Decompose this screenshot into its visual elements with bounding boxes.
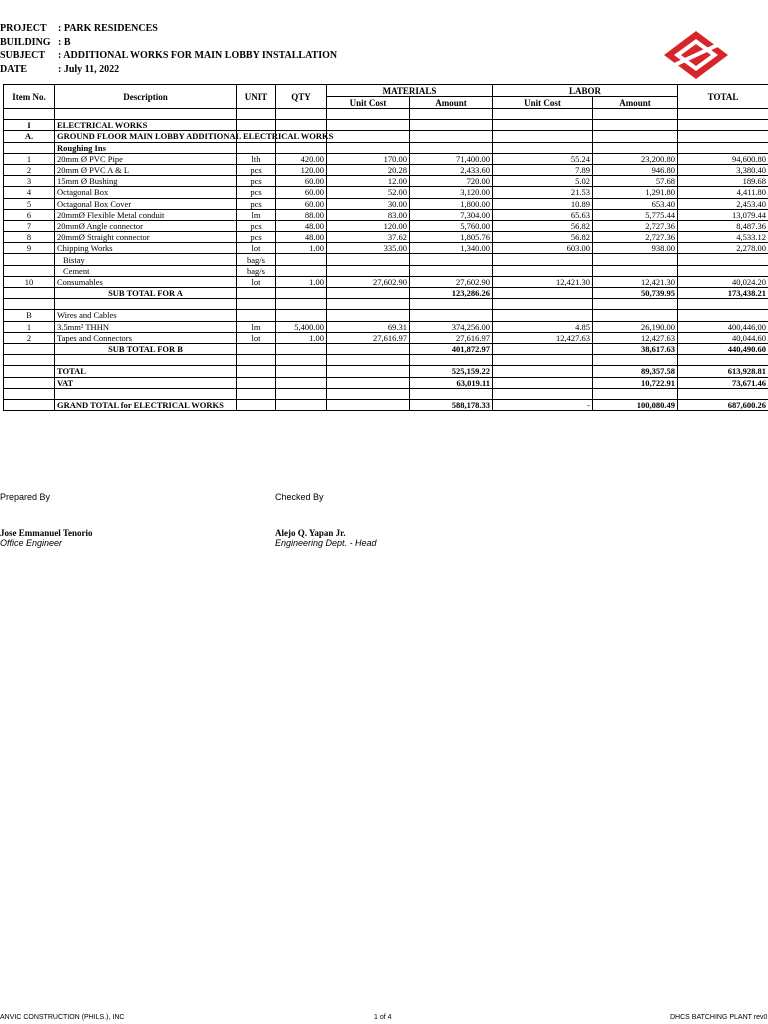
- item-description: Chipping Works: [55, 243, 237, 254]
- item-materials-unit-cost: 170.00: [327, 153, 410, 164]
- item-unit: lot: [237, 276, 276, 287]
- subtotal-a-labor: 50,739.95: [593, 288, 678, 299]
- item-description: Consumables: [55, 276, 237, 287]
- subsection-row: [4, 310, 768, 321]
- item-qty: 1.00: [276, 332, 327, 343]
- col-labor: LABOR: [493, 85, 678, 97]
- vat-label: VAT: [55, 377, 237, 388]
- total-total: 613,928.81: [678, 366, 768, 377]
- item-no: 1: [4, 321, 55, 332]
- subtotal-b-materials: 401,872.97: [410, 343, 493, 354]
- item-unit: lm: [237, 209, 276, 220]
- item-materials-amount: 720.00: [410, 176, 493, 187]
- checked-by-name: Alejo Q. Yapan Jr.: [275, 528, 346, 538]
- item-unit: pcs: [237, 164, 276, 175]
- prepared-by-label: Prepared By: [0, 492, 51, 502]
- item-no: 9: [4, 243, 55, 254]
- item-labor-unit-cost: 21.53: [493, 187, 593, 198]
- item-labor-amount: [593, 265, 678, 276]
- item-materials-amount: 5,760.00: [410, 220, 493, 231]
- item-description: Octagonal Box Cover: [55, 198, 237, 209]
- item-labor-unit-cost: 5.02: [493, 176, 593, 187]
- col-total: TOTAL: [678, 85, 768, 109]
- table-row: [4, 254, 768, 265]
- col-labor-amount: Amount: [593, 97, 678, 109]
- total-labor: 89,357.58: [593, 366, 678, 377]
- project-label: PROJECT: [0, 23, 47, 34]
- building-label: BUILDING: [0, 36, 51, 48]
- item-total: 13,079.44: [678, 209, 768, 220]
- item-materials-unit-cost: [327, 265, 410, 276]
- item-total: 400,446.00: [678, 321, 768, 332]
- item-unit: lth: [237, 153, 276, 164]
- col-labor-unit-cost: Unit Cost: [493, 97, 593, 109]
- item-labor-amount: 653.40: [593, 198, 678, 209]
- table-row: [4, 321, 768, 332]
- table-row: [4, 153, 768, 164]
- subsection-title: GROUND FLOOR MAIN LOBBY ADDITIONAL ELECTRICAL WORKS: [55, 131, 237, 142]
- item-materials-amount: 71,400.00: [410, 153, 493, 164]
- item-qty: [276, 265, 327, 276]
- item-materials-amount: 27,616.97: [410, 332, 493, 343]
- item-labor-amount: 1,291.80: [593, 187, 678, 198]
- item-materials-unit-cost: 12.00: [327, 176, 410, 187]
- item-qty: 60.00: [276, 187, 327, 198]
- table-row: [4, 176, 768, 187]
- item-labor-unit-cost: [493, 265, 593, 276]
- vat-labor: 10,722.91: [593, 377, 678, 388]
- item-description: 20mmØ Straight connector: [55, 232, 237, 243]
- col-qty: QTY: [276, 85, 327, 109]
- subtotal-a-materials: 123,286.26: [410, 288, 493, 299]
- item-description: 20mmØ Angle connector: [55, 220, 237, 231]
- grand-total-total: 687,600.26: [678, 399, 768, 410]
- item-total: 189.68: [678, 176, 768, 187]
- grand-total-label: GRAND TOTAL for ELECTRICAL WORKS: [55, 399, 237, 410]
- item-no: 10: [4, 276, 55, 287]
- item-qty: 120.00: [276, 164, 327, 175]
- table-row: [4, 198, 768, 209]
- item-materials-amount: 3,120.00: [410, 187, 493, 198]
- item-no: [4, 265, 55, 276]
- item-description: 20mmØ Flexible Metal conduit: [55, 209, 237, 220]
- item-no: [4, 254, 55, 265]
- footer-document-ref: DHCS BATCHING PLANT rev0: [670, 1014, 768, 1021]
- item-labor-amount: 2,727.36: [593, 232, 678, 243]
- table-row: [4, 209, 768, 220]
- col-description: Description: [55, 85, 237, 109]
- subject-label: SUBJECT: [0, 50, 46, 61]
- subtotal-a-row: [4, 288, 768, 299]
- item-materials-amount: 374,256.00: [410, 321, 493, 332]
- item-qty: 420.00: [276, 153, 327, 164]
- item-labor-amount: 5,775.44: [593, 209, 678, 220]
- item-qty: 60.00: [276, 176, 327, 187]
- subtotal-b-row: [4, 343, 768, 354]
- item-no: 4: [4, 187, 55, 198]
- item-total: 94,600.80: [678, 153, 768, 164]
- subtotal-b-total: 440,490.60: [678, 343, 768, 354]
- subsection-title: Wires and Cables: [55, 310, 237, 321]
- item-materials-unit-cost: 83.00: [327, 209, 410, 220]
- item-labor-amount: 2,727.36: [593, 220, 678, 231]
- date-value: : July 11, 2022: [58, 63, 120, 75]
- table-row: [4, 243, 768, 254]
- item-labor-unit-cost: 603.00: [493, 243, 593, 254]
- item-materials-unit-cost: 335.00: [327, 243, 410, 254]
- item-labor-amount: 57.68: [593, 176, 678, 187]
- item-qty: 5,400.00: [276, 321, 327, 332]
- item-total: 4,533.12: [678, 232, 768, 243]
- subtotal-b-labor: 38,617.63: [593, 343, 678, 354]
- table-row: [4, 232, 768, 243]
- item-labor-amount: 26,190.00: [593, 321, 678, 332]
- table-row: [4, 332, 768, 343]
- item-description: Bistay: [55, 254, 237, 265]
- item-qty: 48.00: [276, 220, 327, 231]
- subject-value: : ADDITIONAL WORKS FOR MAIN LOBBY INSTALLATION: [58, 50, 338, 61]
- section-title: ELECTRICAL WORKS: [55, 120, 237, 131]
- total-materials: 525,159.22: [410, 366, 493, 377]
- table-row: [4, 220, 768, 231]
- item-labor-amount: 12,421.30: [593, 276, 678, 287]
- blank-row: [4, 299, 768, 310]
- item-total: [678, 254, 768, 265]
- item-materials-unit-cost: 69.31: [327, 321, 410, 332]
- item-materials-amount: [410, 265, 493, 276]
- item-total: [678, 265, 768, 276]
- item-no: 1: [4, 153, 55, 164]
- item-total: 40,024.20: [678, 276, 768, 287]
- item-no: 2: [4, 332, 55, 343]
- checked-by-title: Engineering Dept. - Head: [275, 538, 377, 548]
- item-labor-unit-cost: 7.89: [493, 164, 593, 175]
- item-no: 2: [4, 164, 55, 175]
- blank-row: [4, 355, 768, 366]
- item-qty: 1.00: [276, 243, 327, 254]
- subsection-row: [4, 131, 768, 142]
- item-description: Cement: [55, 265, 237, 276]
- prepared-by-title: Office Engineer: [0, 538, 63, 548]
- item-no: 5: [4, 198, 55, 209]
- item-labor-unit-cost: [493, 254, 593, 265]
- table-row: [4, 265, 768, 276]
- item-qty: 1.00: [276, 276, 327, 287]
- item-description: 15mm Ø Bushing: [55, 176, 237, 187]
- col-item-no: Item No.: [4, 85, 55, 109]
- item-materials-amount: 1,340.00: [410, 243, 493, 254]
- section-row: [4, 120, 768, 131]
- prepared-by-name: Jose Emmanuel Tenorio: [0, 528, 93, 538]
- vat-materials: 63,019.11: [410, 377, 493, 388]
- item-labor-unit-cost: 55.24: [493, 153, 593, 164]
- item-materials-unit-cost: [327, 254, 410, 265]
- prepared-by-block: [0, 492, 93, 548]
- item-labor-unit-cost: 12,427.63: [493, 332, 593, 343]
- item-labor-amount: 946.80: [593, 164, 678, 175]
- item-materials-unit-cost: 120.00: [327, 220, 410, 231]
- item-qty: 60.00: [276, 198, 327, 209]
- building-value: : B: [58, 36, 71, 48]
- item-no: 8: [4, 232, 55, 243]
- vat-row: [4, 377, 768, 388]
- item-materials-amount: [410, 254, 493, 265]
- item-materials-unit-cost: 52.00: [327, 187, 410, 198]
- item-unit: pcs: [237, 176, 276, 187]
- vat-total: 73,671.46: [678, 377, 768, 388]
- table-row: [4, 164, 768, 175]
- item-labor-unit-cost: 65.63: [493, 209, 593, 220]
- items-a: [4, 153, 768, 287]
- subtotal-a-total: 173,438.21: [678, 288, 768, 299]
- checked-by-block: [275, 492, 377, 548]
- item-labor-amount: [593, 254, 678, 265]
- item-description: Tapes and Connectors: [55, 332, 237, 343]
- section-no: I: [4, 120, 55, 131]
- item-labor-unit-cost: 12,421.30: [493, 276, 593, 287]
- grand-total-materials: 588,178.33: [410, 399, 493, 410]
- item-unit: pcs: [237, 232, 276, 243]
- item-materials-amount: 1,805.76: [410, 232, 493, 243]
- item-total: 4,411.80: [678, 187, 768, 198]
- company-logo-icon: [663, 30, 729, 80]
- items-b: [4, 321, 768, 343]
- blank-row: [4, 109, 768, 120]
- item-description: 20mm Ø PVC Pipe: [55, 153, 237, 164]
- total-label: TOTAL: [55, 366, 237, 377]
- project-value: : PARK RESIDENCES: [58, 23, 158, 34]
- subtotal-a-label: SUB TOTAL FOR A: [55, 288, 237, 299]
- group-title: Roughing Ins: [55, 142, 237, 153]
- item-no: 7: [4, 220, 55, 231]
- item-total: 3,380.40: [678, 164, 768, 175]
- grand-total-row: [4, 399, 768, 410]
- item-labor-unit-cost: 56.82: [493, 220, 593, 231]
- item-unit: lot: [237, 332, 276, 343]
- item-labor-unit-cost: 56.82: [493, 232, 593, 243]
- item-unit: lot: [237, 243, 276, 254]
- item-materials-unit-cost: 27,602.90: [327, 276, 410, 287]
- item-materials-unit-cost: 20.28: [327, 164, 410, 175]
- subsection-no: A.: [4, 131, 55, 142]
- item-labor-amount: 12,427.63: [593, 332, 678, 343]
- item-materials-amount: 2,433.60: [410, 164, 493, 175]
- col-unit: UNIT: [237, 85, 276, 109]
- item-total: 8,487.36: [678, 220, 768, 231]
- item-materials-amount: 1,800.00: [410, 198, 493, 209]
- footer-company: ANVIC CONSTRUCTION (PHILS.), INC: [0, 1014, 125, 1021]
- total-row: [4, 366, 768, 377]
- subsection-no: B: [4, 310, 55, 321]
- item-unit: pcs: [237, 198, 276, 209]
- item-labor-amount: 938.00: [593, 243, 678, 254]
- item-unit: lm: [237, 321, 276, 332]
- col-materials-amount: Amount: [410, 97, 493, 109]
- item-unit: pcs: [237, 187, 276, 198]
- item-qty: 88.00: [276, 209, 327, 220]
- table-header-row: [4, 85, 768, 97]
- item-total: 2,453.40: [678, 198, 768, 209]
- item-description: Octagonal Box: [55, 187, 237, 198]
- item-total: 40,044.60: [678, 332, 768, 343]
- item-labor-unit-cost: 10.89: [493, 198, 593, 209]
- item-qty: 48.00: [276, 232, 327, 243]
- table-row: [4, 187, 768, 198]
- group-row: [4, 142, 768, 153]
- item-materials-unit-cost: 30.00: [327, 198, 410, 209]
- cost-estimate-table: [3, 84, 768, 411]
- item-description: 3.5mm² THHN: [55, 321, 237, 332]
- subtotal-b-label: SUB TOTAL FOR B: [55, 343, 237, 354]
- item-materials-unit-cost: 37.62: [327, 232, 410, 243]
- footer-page-number: 1 of 4: [374, 1014, 392, 1021]
- item-materials-unit-cost: 27,616.97: [327, 332, 410, 343]
- item-unit: pcs: [237, 220, 276, 231]
- item-labor-unit-cost: 4.85: [493, 321, 593, 332]
- item-no: 6: [4, 209, 55, 220]
- item-materials-amount: 27,602.90: [410, 276, 493, 287]
- grand-total-labor-unit: -: [493, 399, 593, 410]
- item-description: 20mm Ø PVC A & L: [55, 164, 237, 175]
- checked-by-label: Checked By: [275, 492, 324, 502]
- col-materials-unit-cost: Unit Cost: [327, 97, 410, 109]
- item-qty: [276, 254, 327, 265]
- date-label: DATE: [0, 63, 28, 75]
- item-labor-amount: 23,200.80: [593, 153, 678, 164]
- item-unit: bag/s: [237, 265, 276, 276]
- item-unit: bag/s: [237, 254, 276, 265]
- project-header: [0, 22, 337, 76]
- grand-total-labor: 100,080.49: [593, 399, 678, 410]
- item-materials-amount: 7,304.00: [410, 209, 493, 220]
- table-row: [4, 276, 768, 287]
- col-materials: MATERIALS: [327, 85, 493, 97]
- item-total: 2,278.00: [678, 243, 768, 254]
- item-no: 3: [4, 176, 55, 187]
- blank-row: [4, 388, 768, 399]
